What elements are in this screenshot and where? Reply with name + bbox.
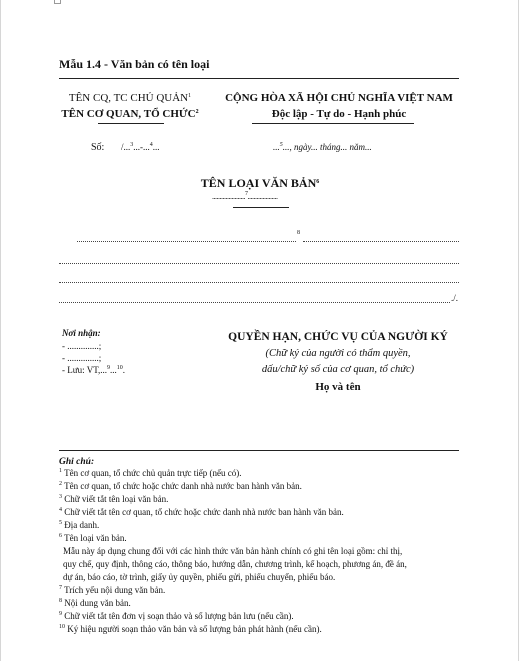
body-end-mark: ./. [451,293,459,303]
recipient-line-1: - ..............; [62,341,102,351]
archive-note-b: 10 [116,365,123,371]
agency-name-note: 2 [195,109,199,115]
parent-agency-text: TÊN CQ, TC CHỦ QUẢN [68,92,189,104]
note-num: 6 [59,533,62,539]
parent-agency-note: 1 [188,93,192,99]
signature-note-line-2: dấu/chữ ký số của cơ quan, tổ chức) [261,364,415,375]
note-item-6 [59,533,127,543]
notes-separator [59,450,459,451]
note-text: Địa danh. [62,520,100,530]
number-note-a: 3 [130,142,134,148]
note-paragraph-line-3: dự án, báo cáo, tờ trình, giấy ủy quyền, phiếu gửi, phiếu chuyển, phiếu báo. [63,572,336,582]
body-line-4 [59,302,450,303]
note-text: Chữ viết tắt tên loại văn bản. [62,494,169,504]
number-label: Số: [91,142,105,153]
date-line [273,142,372,152]
excerpt-note: 7 [245,191,248,197]
title-underline [59,78,459,79]
note-item-2 [59,481,302,491]
note-item-10 [59,624,322,634]
note-item-8 [59,598,131,608]
margin-corner-marker [54,0,61,4]
date-prefix: ... [273,142,280,152]
excerpt-dots-right: .................... [247,192,278,201]
excerpt-line [212,192,278,201]
nation-title: CỘNG HÒA XÃ HỘI CHỦ NGHĨA VIỆT NAM [225,92,453,104]
note-num: 2 [59,481,62,487]
number-suffix: ... [152,142,160,152]
note-num: 3 [59,494,62,500]
signer-position: QUYỀN HẠN, CHỨC VỤ CỦA NGƯỜI KÝ [228,331,448,343]
body-line-1-right [303,241,459,242]
archive-mid: ... [110,365,117,375]
document-number [121,142,160,152]
motto-underline [252,123,414,124]
parent-agency [40,92,220,104]
note-num: 5 [59,520,62,526]
body-line-2 [59,263,459,264]
note-num: 10 [59,624,65,630]
note-num: 7 [59,585,62,591]
archive-suffix: . [122,365,126,375]
note-item-1 [59,468,242,478]
note-num: 8 [59,598,62,604]
note-item-9 [59,611,294,621]
note-item-7 [59,585,165,595]
note-text: Trích yếu nội dung văn bản. [62,585,166,595]
signature-note-line-1: (Chữ ký của người có thẩm quyền, [265,348,411,359]
note-item-3 [59,494,168,504]
note-num: 1 [59,468,62,474]
document-type-title [140,176,380,191]
note-text: Ký hiệu người soạn thảo văn bản và số lượng bản phát hành (nếu cần). [65,624,322,634]
archive-note-a: 9 [107,365,111,371]
agency-name [40,108,220,120]
note-paragraph-line-2: quy chế, quy định, thông cáo, thông báo, hướng dẫn, chương trình, kế hoạch, phương án, đề án, [63,559,407,569]
note-text: Nội dung văn bản. [62,598,131,608]
date-text: ..., ngày... tháng... năm... [282,142,372,152]
note-text: Chữ viết tắt tên đơn vị soạn thảo và số lượng bản lưu (nếu cần). [62,611,294,621]
agency-underline [98,123,164,124]
motto: Độc lập - Tự do - Hạnh phúc [271,108,407,120]
recipient-line-2: - ..............; [62,353,102,363]
note-text: Tên loại văn bản. [62,533,127,543]
body-line-3 [59,282,459,283]
recipients-label: Nơi nhận: [62,328,101,338]
excerpt-dots-left: ...................... [212,192,245,201]
note-text: Tên cơ quan, tổ chức hoặc chức danh nhà nước ban hành văn bản. [62,481,302,491]
form-title: Mẫu 1.4 - Văn bản có tên loại [59,57,210,71]
number-prefix: /... [121,142,131,152]
number-note-b: 4 [149,142,153,148]
signer-name: Họ và tên [315,381,361,393]
note-num: 4 [59,507,62,513]
note-text: Tên cơ quan, tổ chức chủ quản trực tiếp (nếu có). [62,468,242,478]
archive-prefix: - Lưu: VT,... [62,365,108,375]
note-item-5 [59,520,99,530]
number-mid: ...-... [133,142,150,152]
note-num: 9 [59,611,62,617]
excerpt-underline [233,207,289,208]
note-paragraph-line-1: Mẫu này áp dụng chung đối với các hình thức văn bản hành chính có ghi tên loại gồm: chỉ thị, [63,546,403,556]
body-line-1-left [77,241,296,242]
date-note: 5 [279,142,283,148]
document-type-text: TÊN LOẠI VĂN BẢN [200,176,317,190]
note-text: Chữ viết tắt tên cơ quan, tổ chức hoặc chức danh nhà nước ban hành văn bản. [62,507,344,517]
document-type-note: 6 [316,179,320,185]
agency-name-text: TÊN CƠ QUAN, TỔ CHỨC [61,108,196,120]
notes-heading: Ghi chú: [59,457,95,467]
note-item-4 [59,507,344,517]
recipient-archive [62,365,125,375]
